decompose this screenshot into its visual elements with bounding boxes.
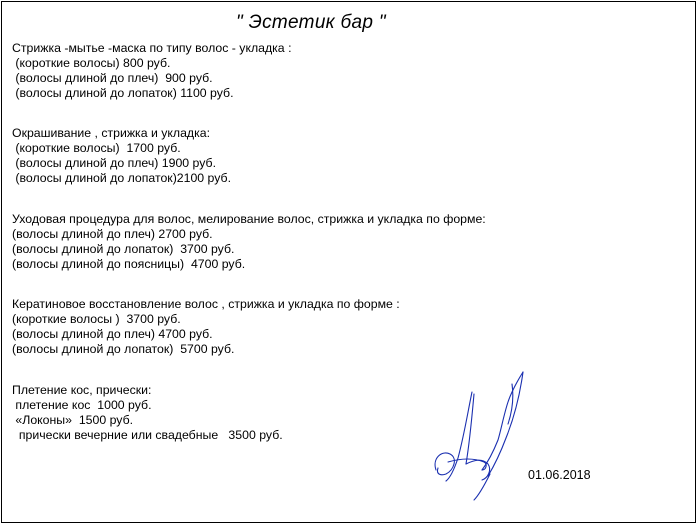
section-heading: Стрижка -мытье -маска по типу волос - укладка : [12, 41, 292, 55]
section-heading: Уходовая процедура для волос, мелирование волос, стрижка и укладка по форме: [12, 212, 486, 226]
page-title: " Эстетик бар " [236, 12, 386, 33]
signature-image [428, 366, 538, 516]
section-heading: Кератиновое восстановление волос , стрижка и укладка по форме : [12, 297, 400, 311]
price-item: (волосы длиной до плеч) 1900 руб. [12, 156, 216, 170]
price-item: (волосы длиной до плеч) 2700 руб. [12, 227, 213, 241]
price-item: (короткие волосы ) 3700 руб. [12, 312, 181, 326]
price-item: (короткие волосы) 800 руб. [12, 56, 171, 70]
price-item: (волосы длиной до лопаток)2100 руб. [12, 171, 232, 185]
price-item: прически вечерние или свадебные 3500 руб. [12, 428, 283, 442]
price-item: (волосы длиной до поясницы) 4700 руб. [12, 257, 246, 271]
price-item: (волосы длиной до лопаток) 1100 руб. [12, 86, 234, 100]
price-item: (волосы длиной до плеч) 900 руб. [12, 71, 213, 85]
section-heading: Плетение кос, прически: [12, 383, 152, 397]
price-item: (волосы длиной до лопаток) 5700 руб. [12, 342, 235, 356]
price-item: (волосы длиной до лопаток) 3700 руб. [12, 242, 235, 256]
section-heading: Окрашивание , стрижка и укладка: [12, 126, 211, 140]
price-item: (короткие волосы) 1700 руб. [12, 141, 181, 155]
document-date: 01.06.2018 [528, 468, 591, 482]
price-item: «Локоны» 1500 руб. [12, 413, 134, 427]
price-item: плетение кос 1000 руб. [12, 398, 152, 412]
price-item: (волосы длиной до плеч) 4700 руб. [12, 327, 213, 341]
